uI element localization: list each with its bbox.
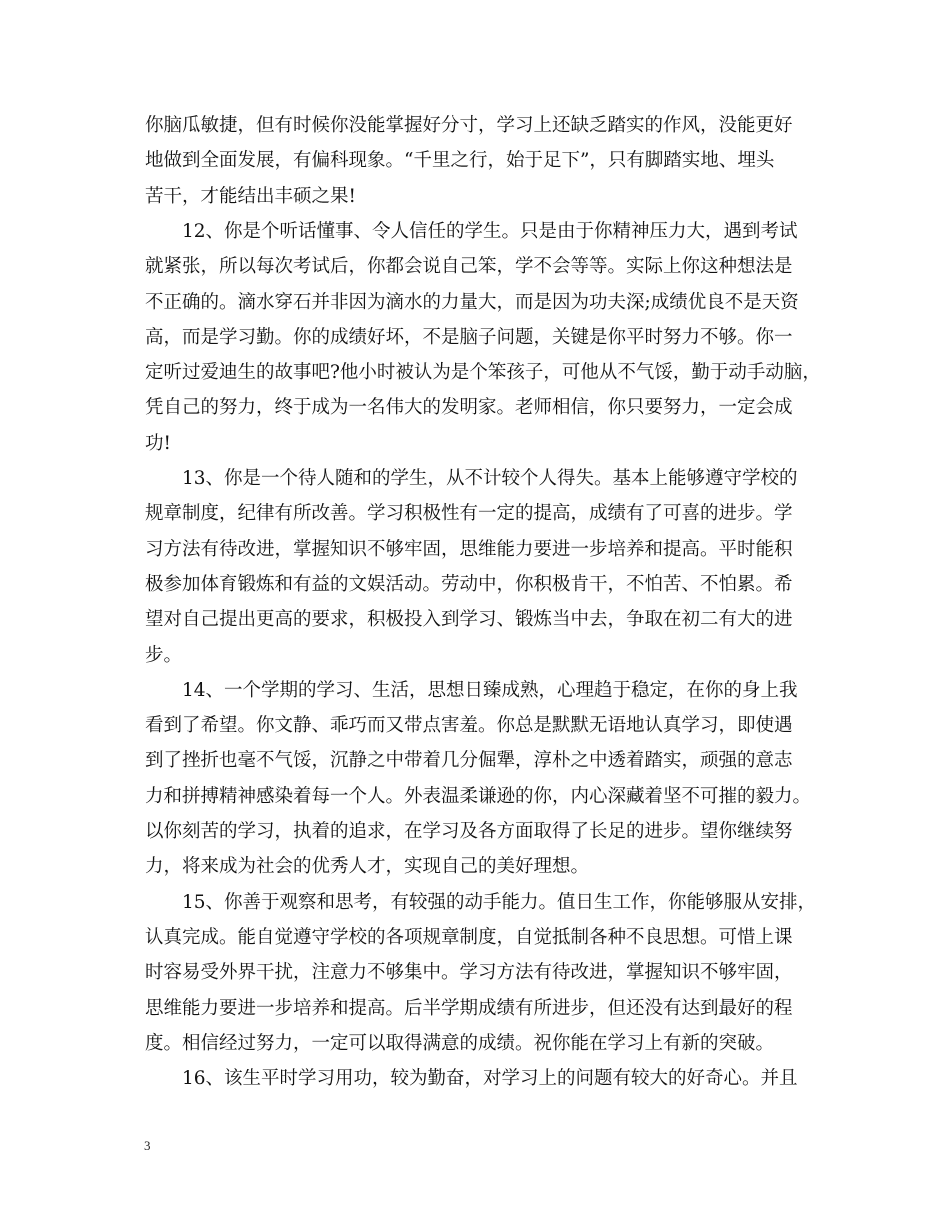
text-line: 习方法有待改进，掌握知识不够牢固，思维能力要进一步培养和提高。平时能积	[145, 538, 793, 560]
text-line: 规章制度，纪律有所改善。学习积极性有一定的提高，成绩有了可喜的进步。学	[145, 503, 793, 525]
text-line: 看到了希望。你文静、乖巧而又带点害羞。你总是默默无语地认真学习，即使遇	[145, 715, 793, 737]
text-line: 13、你是一个待人随和的学生，从不计较个人得失。基本上能够遵守学校的	[145, 468, 798, 489]
text-line: 力，将来成为社会的优秀人才，实现自己的美好理想。	[145, 856, 590, 878]
text-line: 以你刻苦的学习，执着的追求，在学习及各方面取得了长足的进步。望你继续努	[145, 821, 793, 842]
text-line: 你脑瓜敏捷，但有时候你没能掌握好分寸，学习上还缺乏踏实的作风，没能更好	[145, 115, 793, 136]
text-line: 就紧张，所以每次考试后，你都会说自己笨，学不会等等。实际上你这种想法是	[145, 256, 793, 278]
text-line: 14、一个学期的学习、生活，思想日臻成熟，心理趋于稳定，在你的身上我	[145, 679, 798, 701]
text-line: 极参加体育锻炼和有益的文娱活动。劳动中，你积极肯干，不怕苦、不怕累。希	[145, 573, 793, 595]
text-line: 12、你是个听话懂事、令人信任的学生。只是由于你精神压力大，遇到考试	[145, 220, 798, 242]
page-number: 3	[144, 1138, 151, 1153]
text-line: 15、你善于观察和思考，有较强的动手能力。值日生工作，你能够服从安排，	[145, 891, 817, 913]
text-line: 苦干，才能结出丰硕之果!	[145, 185, 356, 207]
text-line: 凭自己的努力，终于成为一名伟大的发明家。老师相信，你只要努力，一定会成	[145, 397, 793, 419]
text-line: 步。	[145, 644, 183, 666]
text-line: 定听过爱迪生的故事吧?他小时被认为是个笨孩子，可他从不气馁，勤于动手动脑，	[145, 362, 821, 384]
text-line: 思维能力要进一步培养和提高。后半学期成绩有所进步，但还没有达到最好的程	[145, 997, 793, 1019]
text-line: 到了挫折也毫不气馁，沉静之中带着几分倔犟，淳朴之中透着踏实，顽强的意志	[145, 750, 793, 772]
text-line: 地做到全面发展，有偏科现象。“千里之行，始于足下”，只有脚踏实地、埋头	[145, 150, 775, 172]
text-line: 望对自己提出更高的要求，积极投入到学习、锻炼当中去，争取在初二有大的进	[145, 609, 793, 631]
text-line: 认真完成。能自觉遵守学校的各项规章制度，自觉抵制各种不良思想。可惜上课	[145, 926, 793, 948]
text-line: 不正确的。滴水穿石并非因为滴水的力量大，而是因为功夫深;成绩优良不是天资	[145, 291, 799, 313]
text-line: 16、该生平时学习用功，较为勤奋，对学习上的问题有较大的好奇心。并且	[145, 1068, 798, 1090]
text-line: 力和拼搏精神感染着每一个人。外表温柔谦逊的你，内心深藏着坚不可摧的毅力。	[145, 785, 812, 807]
text-line: 高，而是学习勤。你的成绩好坏，不是脑子问题，关键是你平时努力不够。你一	[145, 326, 793, 348]
text-line: 功!	[145, 432, 171, 454]
text-line: 度。相信经过努力，一定可以取得满意的成绩。祝你能在学习上有新的突破。	[145, 1032, 775, 1054]
text-line: 时容易受外界干扰，注意力不够集中。学习方法有待改进，掌握知识不够牢固，	[145, 962, 793, 984]
